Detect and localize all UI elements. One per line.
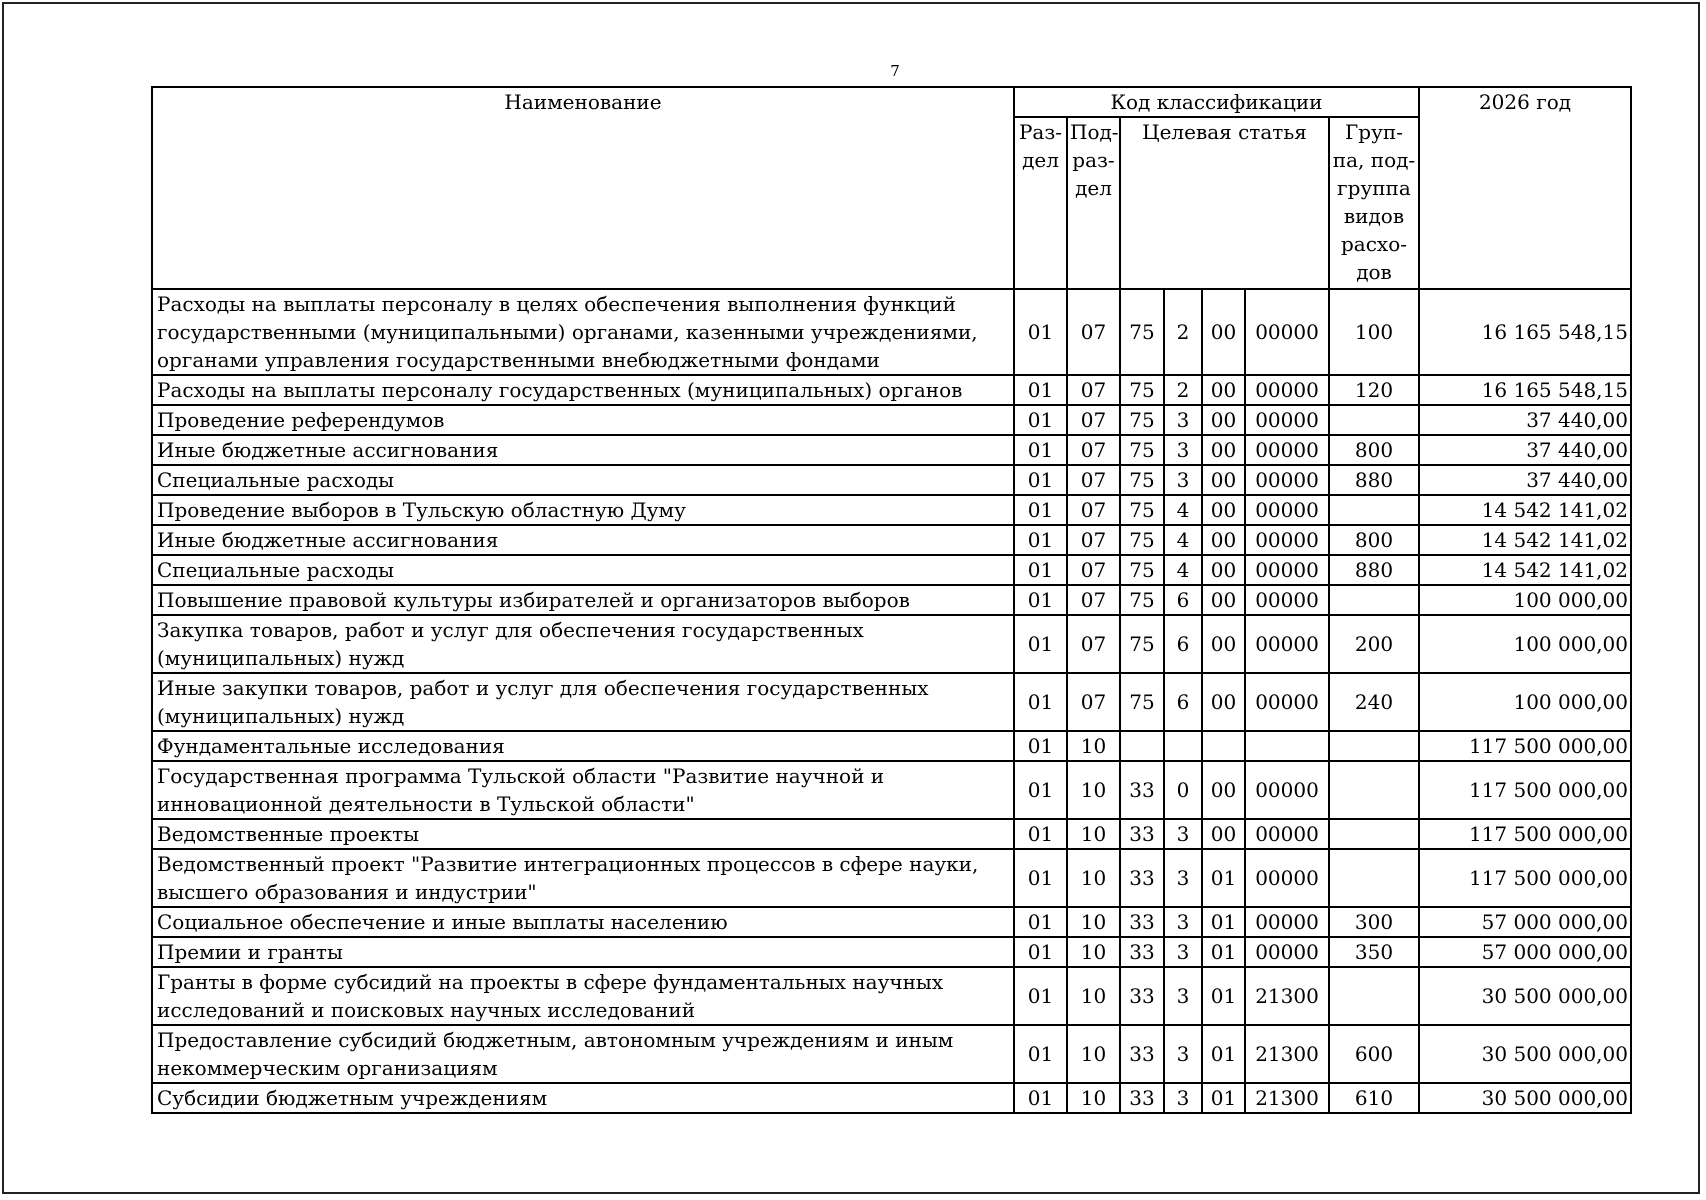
table-row xyxy=(152,289,1631,375)
table-row xyxy=(152,1083,1631,1113)
row-target-type: 3 xyxy=(1164,1083,1202,1113)
row-target-type: 0 xyxy=(1164,761,1202,819)
row-target-program: 75 xyxy=(1120,673,1164,731)
row-target-direction: 00000 xyxy=(1245,937,1329,967)
row-target-program: 33 xyxy=(1120,967,1164,1025)
table-row xyxy=(152,555,1631,585)
row-amount: 37 440,00 xyxy=(1419,405,1631,435)
row-target-type: 4 xyxy=(1164,555,1202,585)
row-target-type: 6 xyxy=(1164,585,1202,615)
row-target-direction: 21300 xyxy=(1245,1025,1329,1083)
row-amount: 14 542 141,02 xyxy=(1419,495,1631,525)
row-amount: 37 440,00 xyxy=(1419,465,1631,495)
row-name: Иные бюджетные ассигнования xyxy=(152,525,1014,555)
row-name: Расходы на выплаты персоналу в целях обеспечения выполнения функций государственными (муниципальными) органами, казенными учреждениями, органами управления государственными внебюджетными фондами xyxy=(152,289,1014,375)
row-razdel: 01 xyxy=(1014,615,1067,673)
row-target-type: 2 xyxy=(1164,289,1202,375)
row-name: Субсидии бюджетным учреждениям xyxy=(152,1083,1014,1113)
row-amount: 100 000,00 xyxy=(1419,615,1631,673)
row-target-program: 75 xyxy=(1120,405,1164,435)
header-classification: Код классификации xyxy=(1014,87,1419,117)
table-row xyxy=(152,819,1631,849)
row-target-subprogram: 00 xyxy=(1202,525,1245,555)
row-target-direction: 00000 xyxy=(1245,289,1329,375)
row-razdel: 01 xyxy=(1014,849,1067,907)
row-amount: 100 000,00 xyxy=(1419,673,1631,731)
row-name: Иные бюджетные ассигнования xyxy=(152,435,1014,465)
row-name: Предоставление субсидий бюджетным, автономным учреждениям и иным некоммерческим организациям xyxy=(152,1025,1014,1083)
row-name: Премии и гранты xyxy=(152,937,1014,967)
row-expense-group: 240 xyxy=(1329,673,1419,731)
row-target-program: 75 xyxy=(1120,495,1164,525)
row-target-subprogram: 00 xyxy=(1202,555,1245,585)
row-target-program: 75 xyxy=(1120,375,1164,405)
row-target-program: 33 xyxy=(1120,937,1164,967)
row-podrazdel: 10 xyxy=(1067,849,1120,907)
row-expense-group: 600 xyxy=(1329,1025,1419,1083)
row-name: Закупка товаров, работ и услуг для обеспечения государственных (муниципальных) нужд xyxy=(152,615,1014,673)
row-target-program: 33 xyxy=(1120,907,1164,937)
row-amount: 16 165 548,15 xyxy=(1419,375,1631,405)
row-target-type: 2 xyxy=(1164,375,1202,405)
row-target-type: 3 xyxy=(1164,1025,1202,1083)
row-target-subprogram: 00 xyxy=(1202,585,1245,615)
row-expense-group xyxy=(1329,849,1419,907)
row-target-type: 3 xyxy=(1164,465,1202,495)
row-amount: 16 165 548,15 xyxy=(1419,289,1631,375)
row-amount: 117 500 000,00 xyxy=(1419,761,1631,819)
row-target-subprogram: 01 xyxy=(1202,849,1245,907)
row-target-direction: 00000 xyxy=(1245,849,1329,907)
row-podrazdel: 10 xyxy=(1067,731,1120,761)
row-razdel: 01 xyxy=(1014,907,1067,937)
row-target-program xyxy=(1120,731,1164,761)
row-target-program: 75 xyxy=(1120,525,1164,555)
row-name: Гранты в форме субсидий на проекты в сфере фундаментальных научных исследований и поисковых научных исследований xyxy=(152,967,1014,1025)
table-row xyxy=(152,495,1631,525)
row-target-program: 75 xyxy=(1120,465,1164,495)
row-target-subprogram: 01 xyxy=(1202,907,1245,937)
row-podrazdel: 07 xyxy=(1067,435,1120,465)
row-amount: 117 500 000,00 xyxy=(1419,849,1631,907)
row-name: Проведение выборов в Тульскую областную Думу xyxy=(152,495,1014,525)
row-name: Социальное обеспечение и иные выплаты населению xyxy=(152,907,1014,937)
row-razdel: 01 xyxy=(1014,555,1067,585)
row-expense-group xyxy=(1329,819,1419,849)
row-target-subprogram: 00 xyxy=(1202,615,1245,673)
table-body xyxy=(152,289,1631,1113)
row-podrazdel: 07 xyxy=(1067,465,1120,495)
row-target-type: 6 xyxy=(1164,615,1202,673)
row-podrazdel: 10 xyxy=(1067,907,1120,937)
row-razdel: 01 xyxy=(1014,937,1067,967)
row-expense-group: 200 xyxy=(1329,615,1419,673)
row-expense-group: 880 xyxy=(1329,465,1419,495)
row-target-direction: 00000 xyxy=(1245,525,1329,555)
header-razdel: Раз- дел xyxy=(1014,117,1067,289)
row-expense-group: 800 xyxy=(1329,435,1419,465)
row-target-direction: 00000 xyxy=(1245,405,1329,435)
row-podrazdel: 07 xyxy=(1067,615,1120,673)
row-name: Иные закупки товаров, работ и услуг для обеспечения государственных (муниципальных) нужд xyxy=(152,673,1014,731)
row-target-subprogram: 00 xyxy=(1202,819,1245,849)
table-row xyxy=(152,673,1631,731)
row-razdel: 01 xyxy=(1014,819,1067,849)
row-target-direction: 00000 xyxy=(1245,435,1329,465)
row-target-subprogram: 01 xyxy=(1202,1025,1245,1083)
row-target-subprogram: 00 xyxy=(1202,465,1245,495)
row-name: Государственная программа Тульской области "Развитие научной и инновационной деятельности в Тульской области" xyxy=(152,761,1014,819)
table-row xyxy=(152,375,1631,405)
row-expense-group: 100 xyxy=(1329,289,1419,375)
budget-table xyxy=(151,86,1632,1114)
row-razdel: 01 xyxy=(1014,375,1067,405)
row-amount: 117 500 000,00 xyxy=(1419,731,1631,761)
row-podrazdel: 10 xyxy=(1067,967,1120,1025)
row-target-program: 33 xyxy=(1120,819,1164,849)
table-row xyxy=(152,465,1631,495)
table-row xyxy=(152,937,1631,967)
row-target-subprogram xyxy=(1202,731,1245,761)
table-row xyxy=(152,907,1631,937)
header-target-article: Целевая статья xyxy=(1120,117,1329,289)
row-target-type: 3 xyxy=(1164,435,1202,465)
row-podrazdel: 10 xyxy=(1067,1083,1120,1113)
row-target-direction: 00000 xyxy=(1245,555,1329,585)
row-name: Специальные расходы xyxy=(152,555,1014,585)
row-podrazdel: 07 xyxy=(1067,555,1120,585)
row-target-direction: 00000 xyxy=(1245,907,1329,937)
row-amount: 30 500 000,00 xyxy=(1419,1025,1631,1083)
row-target-program: 33 xyxy=(1120,1025,1164,1083)
row-name: Специальные расходы xyxy=(152,465,1014,495)
row-razdel: 01 xyxy=(1014,585,1067,615)
table-row xyxy=(152,435,1631,465)
row-razdel: 01 xyxy=(1014,761,1067,819)
row-target-direction: 00000 xyxy=(1245,615,1329,673)
row-amount: 14 542 141,02 xyxy=(1419,555,1631,585)
row-target-subprogram: 00 xyxy=(1202,405,1245,435)
row-target-subprogram: 01 xyxy=(1202,937,1245,967)
row-amount: 14 542 141,02 xyxy=(1419,525,1631,555)
row-razdel: 01 xyxy=(1014,1025,1067,1083)
header-name: Наименование xyxy=(152,87,1014,289)
row-expense-group: 120 xyxy=(1329,375,1419,405)
row-razdel: 01 xyxy=(1014,495,1067,525)
row-target-direction xyxy=(1245,731,1329,761)
row-target-type xyxy=(1164,731,1202,761)
row-expense-group: 880 xyxy=(1329,555,1419,585)
table-row xyxy=(152,525,1631,555)
row-target-direction: 00000 xyxy=(1245,495,1329,525)
row-target-direction: 21300 xyxy=(1245,1083,1329,1113)
row-target-subprogram: 00 xyxy=(1202,375,1245,405)
row-amount: 30 500 000,00 xyxy=(1419,1083,1631,1113)
row-amount: 117 500 000,00 xyxy=(1419,819,1631,849)
row-expense-group xyxy=(1329,495,1419,525)
row-target-type: 4 xyxy=(1164,525,1202,555)
row-target-program: 75 xyxy=(1120,615,1164,673)
row-amount: 57 000 000,00 xyxy=(1419,907,1631,937)
row-razdel: 01 xyxy=(1014,673,1067,731)
row-razdel: 01 xyxy=(1014,731,1067,761)
row-amount: 37 440,00 xyxy=(1419,435,1631,465)
row-name: Повышение правовой культуры избирателей и организаторов выборов xyxy=(152,585,1014,615)
row-target-program: 75 xyxy=(1120,289,1164,375)
row-target-subprogram: 00 xyxy=(1202,761,1245,819)
row-expense-group: 350 xyxy=(1329,937,1419,967)
row-target-subprogram: 01 xyxy=(1202,967,1245,1025)
row-target-direction: 21300 xyxy=(1245,967,1329,1025)
row-razdel: 01 xyxy=(1014,967,1067,1025)
page-number: 7 xyxy=(890,62,900,80)
row-podrazdel: 07 xyxy=(1067,673,1120,731)
row-podrazdel: 10 xyxy=(1067,1025,1120,1083)
row-name: Ведомственные проекты xyxy=(152,819,1014,849)
row-amount: 57 000 000,00 xyxy=(1419,937,1631,967)
row-name: Проведение референдумов xyxy=(152,405,1014,435)
row-name: Фундаментальные исследования xyxy=(152,731,1014,761)
row-name: Расходы на выплаты персоналу государственных (муниципальных) органов xyxy=(152,375,1014,405)
row-podrazdel: 07 xyxy=(1067,495,1120,525)
table-row xyxy=(152,849,1631,907)
row-target-subprogram: 00 xyxy=(1202,673,1245,731)
row-expense-group: 800 xyxy=(1329,525,1419,555)
row-target-direction: 00000 xyxy=(1245,585,1329,615)
row-razdel: 01 xyxy=(1014,465,1067,495)
row-amount: 100 000,00 xyxy=(1419,585,1631,615)
row-target-program: 33 xyxy=(1120,849,1164,907)
row-target-direction: 00000 xyxy=(1245,375,1329,405)
row-podrazdel: 07 xyxy=(1067,289,1120,375)
row-razdel: 01 xyxy=(1014,289,1067,375)
row-podrazdel: 07 xyxy=(1067,405,1120,435)
table-row xyxy=(152,967,1631,1025)
row-amount: 30 500 000,00 xyxy=(1419,967,1631,1025)
row-target-direction: 00000 xyxy=(1245,673,1329,731)
row-target-type: 3 xyxy=(1164,819,1202,849)
row-target-program: 75 xyxy=(1120,555,1164,585)
row-target-subprogram: 00 xyxy=(1202,435,1245,465)
row-target-program: 33 xyxy=(1120,761,1164,819)
row-expense-group xyxy=(1329,967,1419,1025)
row-target-type: 4 xyxy=(1164,495,1202,525)
row-razdel: 01 xyxy=(1014,525,1067,555)
row-target-direction: 00000 xyxy=(1245,465,1329,495)
row-podrazdel: 10 xyxy=(1067,937,1120,967)
row-expense-group: 300 xyxy=(1329,907,1419,937)
row-target-type: 3 xyxy=(1164,907,1202,937)
row-expense-group: 610 xyxy=(1329,1083,1419,1113)
row-expense-group xyxy=(1329,405,1419,435)
row-target-type: 6 xyxy=(1164,673,1202,731)
row-target-program: 75 xyxy=(1120,585,1164,615)
row-name: Ведомственный проект "Развитие интеграционных процессов в сфере науки, высшего образования и индустрии" xyxy=(152,849,1014,907)
row-target-subprogram: 00 xyxy=(1202,495,1245,525)
row-target-type: 3 xyxy=(1164,937,1202,967)
row-target-type: 3 xyxy=(1164,967,1202,1025)
header-podrazdel: Под- раз- дел xyxy=(1067,117,1120,289)
table-row xyxy=(152,585,1631,615)
table-row xyxy=(152,1025,1631,1083)
row-expense-group xyxy=(1329,761,1419,819)
row-razdel: 01 xyxy=(1014,435,1067,465)
row-target-type: 3 xyxy=(1164,405,1202,435)
table-row xyxy=(152,761,1631,819)
row-target-type: 3 xyxy=(1164,849,1202,907)
row-podrazdel: 07 xyxy=(1067,525,1120,555)
table-row xyxy=(152,405,1631,435)
row-podrazdel: 07 xyxy=(1067,375,1120,405)
row-target-program: 75 xyxy=(1120,435,1164,465)
row-target-program: 33 xyxy=(1120,1083,1164,1113)
row-podrazdel: 07 xyxy=(1067,585,1120,615)
row-podrazdel: 10 xyxy=(1067,819,1120,849)
row-razdel: 01 xyxy=(1014,405,1067,435)
row-expense-group xyxy=(1329,731,1419,761)
row-expense-group xyxy=(1329,585,1419,615)
row-target-direction: 00000 xyxy=(1245,819,1329,849)
table-row xyxy=(152,731,1631,761)
row-target-subprogram: 00 xyxy=(1202,289,1245,375)
header-year: 2026 год xyxy=(1419,87,1631,289)
row-target-subprogram: 01 xyxy=(1202,1083,1245,1113)
row-target-direction: 00000 xyxy=(1245,761,1329,819)
header-group: Груп- па, под- группа видов расхо- дов xyxy=(1329,117,1419,289)
row-podrazdel: 10 xyxy=(1067,761,1120,819)
table-row xyxy=(152,615,1631,673)
row-razdel: 01 xyxy=(1014,1083,1067,1113)
